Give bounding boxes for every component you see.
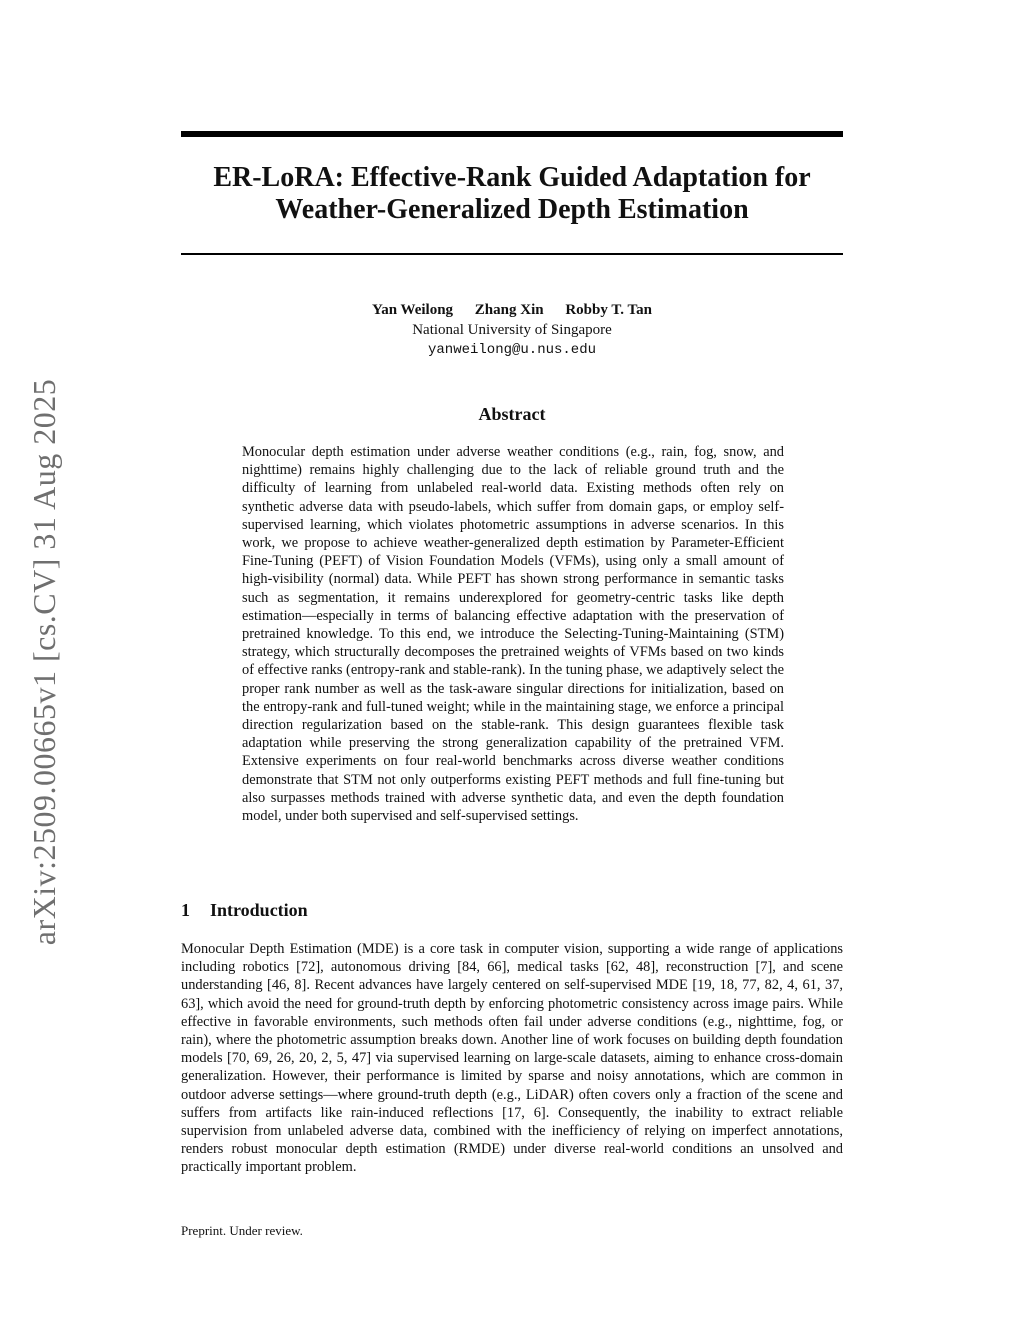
author-2: Zhang Xin [474,302,544,318]
author-block [181,300,843,360]
section-number: 1 [181,900,190,920]
author-email: yanweilong@u.nus.edu [427,342,597,358]
affiliation: National University of Singapore [412,322,612,338]
title-bottom-rule [181,253,843,255]
title-line-1: ER-LoRA: Effective-Rank Guided Adaptation for [213,162,811,193]
title-line-2: Weather-Generalized Depth Estimation [275,194,749,225]
author-1: Yan Weilong [372,302,454,318]
abstract-text: Monocular depth estimation under adverse weather conditions (e.g., rain, fog, snow, and nighttime) remains highly challenging due to the lack of reliable ground truth and the difficulty of learning from unlabeled real-world data. Existing methods often rely on synthetic adverse data with pseudo-labels, which suffer from domain gaps, or employ self-supervised learning, which violates photometric assumptions in adverse scenarios. In this work, we propose to achieve weather-generalized depth estimation by Parameter-Efficient Fine-Tuning (PEFT) of Vision Foundation Models (VFMs), using only a small amount of high-visibility (normal) data. While PEFT has shown strong performance in semantic tasks such as segmentation, it remains underexplored for geometry-centric tasks like depth estimation—especially in terms of balancing effective adaptation with the preservation of pretrained knowledge. To this end, we introduce the Selecting-Tuning-Maintaining (STM) strategy, which structurally decomposes the pretrained weights of VFMs based on two kinds of effective ranks (entropy-rank and stable-rank). In the tuning phase, we adaptively select the proper rank number as well as the task-aware singular directions for initialization, based on the entropy-rank and full-tuned weight; while in the maintaining stage, we enforce a principal direction regularization based on the stable-rank. This design guarantees flexible task adaptation while preserving the strong generalization capability of the pretrained VFM. Extensive experiments on four real-world benchmarks across diverse weather conditions demonstrate that STM not only outperforms existing PEFT methods and full fine-tuning but also surpasses methods trained with adverse synthetic data, and even the depth foundation model, under both supervised and self-supervised settings. [242,444,784,825]
section-heading-introduction [181,899,308,921]
arxiv-identifier-stamp: arXiv:2509.00665v1 [cs.CV] 31 Aug 2025 [26,378,62,946]
introduction-paragraph: Monocular Depth Estimation (MDE) is a core task in computer vision, supporting a wide range of applications including robotics [72], autonomous driving [84, 66], medical tasks [62, 48], reconstruction [7], and scene understanding [46, 8]. Recent advances have largely centered on self-supervised MDE [19, 18, 77, 82, 4, 61, 37, 63], which avoid the need for ground-truth depth by enforcing photometric consistency across image pairs. While effective in favorable environments, such methods often fail under adverse conditions (e.g., nighttime, fog, or rain), where the photometric assumption breaks down. Another line of work focuses on building depth foundation models [70, 69, 26, 20, 2, 5, 47] via supervised learning on large-scale datasets, aiming to enhance cross-domain generalization. However, their performance is limited by sparse and noisy annotations, which are common in outdoor adverse settings—where ground-truth depth (e.g., LiDAR) often covers only a fraction of the scene and suffers from artifacts like rain-induced reflections [17, 6]. Consequently, the inability to extract reliable supervision from unlabeled adverse data, combined with the inefficiency of relying on imperfect annotations, renders robust monocular depth estimation (RMDE) under diverse real-world conditions an unsolved and practically important problem. [181,941,843,1176]
section-title: Introduction [210,900,308,920]
title-top-rule [181,131,843,137]
page-footer: Preprint. Under review. [181,1223,303,1238]
abstract-heading: Abstract [478,404,546,424]
author-3: Robby T. Tan [565,302,652,318]
paper-title [181,162,843,226]
author-names [181,300,843,320]
